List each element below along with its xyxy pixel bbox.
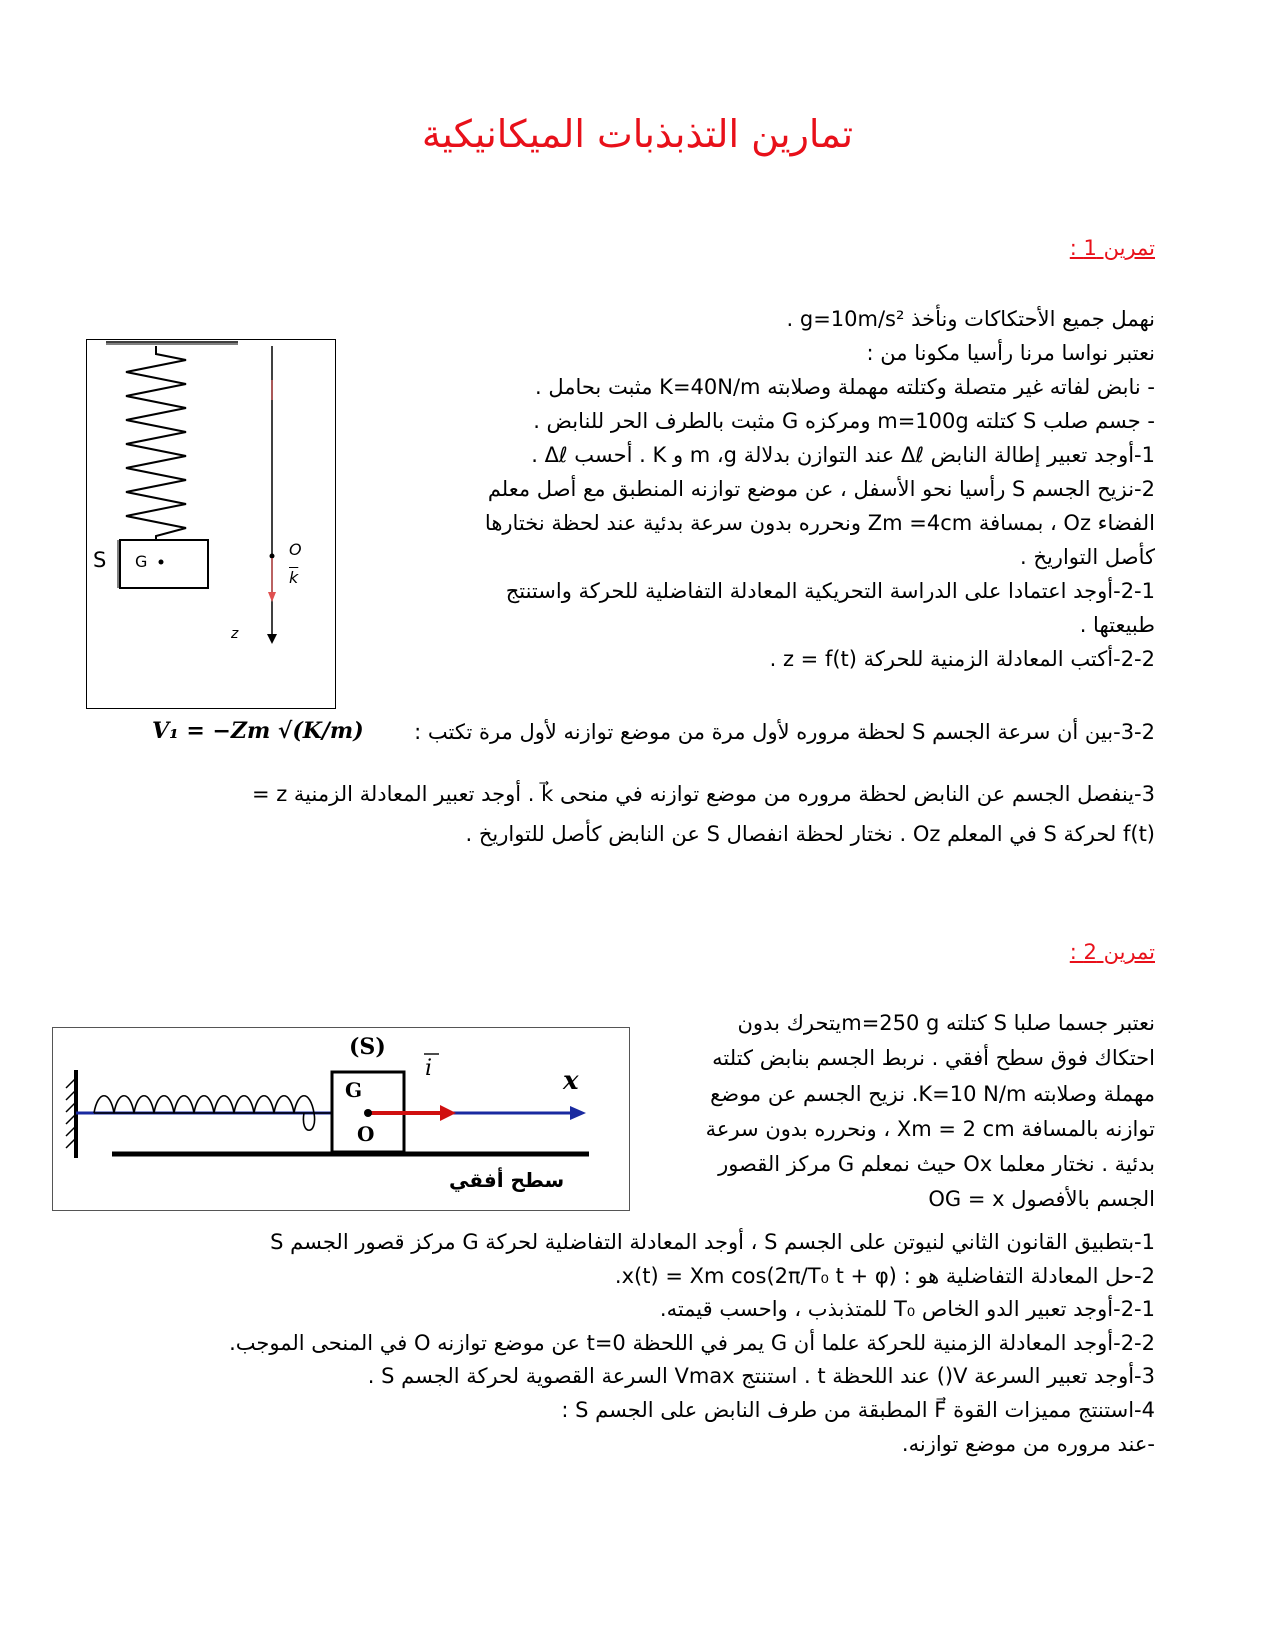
ex1-line: نهمل جميع الأحتكاكات ونأخذ g=10m/s² .	[786, 307, 1155, 331]
ex1-line: 2-نزيح الجسم S رأسيا نحو الأسفل ، عن موضع توازنه المنطبق مع أصل معلم	[487, 477, 1155, 502]
ex2-question: 3-أوجد تعبير السرعة V() عند اللحظة t . استنتج Vmax السرعة القصوية لحركة الجسم S .	[367, 1364, 1155, 1389]
exercise-2-questions	[95, 1226, 1155, 1461]
ex2-para-line: الجسم بالأفصول OG = x	[928, 1187, 1155, 1212]
ex1-line: - جسم صلب S كتلته m=100g ومركزه G مثبت بالطرف الحر للنابض .	[533, 409, 1155, 434]
question-3-2: 3-2-بين أن سرعة الجسم S لحظة مروره لأول مرة من موضع توازنه لأول مرة تكتب :	[414, 720, 1155, 744]
ex1-line: نعتبر نواسا مرنا رأسيا مكونا من :	[866, 341, 1155, 366]
ex1-line: 2-1-أوجد اعتمادا على الدراسة التحريكية المعادلة التفاضلية للحركة واستنتج	[505, 579, 1155, 604]
figure-vertical-spring	[86, 339, 336, 709]
ex1-line: كأصل التواريخ .	[1020, 545, 1155, 570]
fig2-label-x: x	[563, 1066, 579, 1096]
fig1-label-o: O	[289, 540, 302, 559]
ex2-question: 1-بتطبيق القانون الثاني لنيوتن على الجسم S ، أوجد المعادلة التفاضلية لحركة G مركز قصور الجسم S	[270, 1230, 1155, 1254]
formula-v1: V₁ = −Zm √(K/m)	[152, 718, 364, 744]
exercise-1-text	[355, 302, 1155, 676]
ex2-para-line: توازنه بالمسافة Xm = 2 cm ، ونحرره بدون سرعة	[705, 1116, 1155, 1141]
ex2-para-line: بدئية . نختار معلما Ox حيث نمعلم G مركز القصور	[718, 1152, 1155, 1177]
ex2-question: 2-1-أوجد تعبير الدو الخاص T₀ للمتذبذب ، واحسب قيمته.	[659, 1297, 1155, 1322]
mass-block	[120, 540, 208, 588]
spring-diagram	[88, 340, 335, 707]
fig1-label-k: k	[289, 568, 299, 587]
ex1-line: 1-أوجد تعبير إطالة النابض Δℓ عند التوازن بدلالة m ،g و K . أحسب Δℓ .	[531, 443, 1155, 468]
ex2-question: 2-حل المعادلة التفاضلية هو : x(t) = Xm cos(2π/T₀ t + φ).	[614, 1263, 1155, 1288]
center-of-mass-dot	[159, 560, 164, 565]
spring-coil	[126, 346, 186, 540]
ex2-para-line: مهملة وصلابته K=10 N/m. نزيح الجسم عن موضع	[710, 1081, 1155, 1106]
figure-horizontal-spring	[52, 1027, 630, 1211]
page-title: تمارين التذبذبات الميكانيكية	[421, 112, 854, 156]
fig1-label-z: z	[231, 626, 239, 642]
fig1-label-g: G	[135, 552, 148, 571]
fig2-label-g: G	[345, 1078, 363, 1102]
ex1-line: - نابض لفاته غير متصلة وكتلته مهملة وصلابته K=40N/m مثبت بحامل .	[534, 375, 1155, 400]
fig2-label-s: (S)	[349, 1034, 386, 1060]
ex1-line: الفضاء Oz ، بمسافة Zm =4cm ونحرره بدون سرعة بدئية عند لحظة نختارها	[484, 511, 1155, 536]
ex1-line: 2-2-أكتب المعادلة الزمنية للحركة z = f(t) .	[769, 647, 1155, 672]
exercise-2-intro	[615, 1006, 1155, 1218]
fig2-surface-label: سطح أفقي	[449, 1168, 565, 1192]
question-3-line-b: f(t) لحركة S في المعلم Oz . نختار لحظة انفصال S عن النابض كأصل للتواريخ .	[465, 822, 1155, 846]
ex2-para-line: احتكاك فوق سطح أفقي . نربط الجسم بنابض كتلته	[712, 1046, 1155, 1071]
ex1-line: طبيعتها .	[1079, 613, 1155, 638]
exercise-1-heading: تمرين 1 :	[1069, 236, 1155, 260]
ex2-question: 4-استنتج مميزات القوة F⃗ المطبقة من طرف النابض على الجسم S :	[561, 1397, 1155, 1422]
ex2-question: 2-2-أوجد المعادلة الزمنية للحركة علما أن G يمر في اللحظة t=0 عن موضع توازنه O في المنحى الموجب.	[229, 1330, 1155, 1355]
exercise-2-heading: تمرين 2 :	[1069, 940, 1155, 964]
ex2-para-line: نعتبر جسما صلبا S كتلته m=250 gيتحرك بدون	[737, 1011, 1155, 1035]
fig2-label-o: O	[357, 1122, 375, 1146]
fig1-label-s: S	[93, 548, 107, 572]
question-3-line-a: 3-ينفصل الجسم عن النابض لحظة مروره من موضع توازنه في منحى k⃗ . أوجد تعبير المعادلة الزمنية z =	[251, 782, 1155, 806]
ex2-question: -عند مروره من موضع توازنه.	[901, 1431, 1155, 1456]
fig2-label-i: i	[425, 1056, 433, 1081]
